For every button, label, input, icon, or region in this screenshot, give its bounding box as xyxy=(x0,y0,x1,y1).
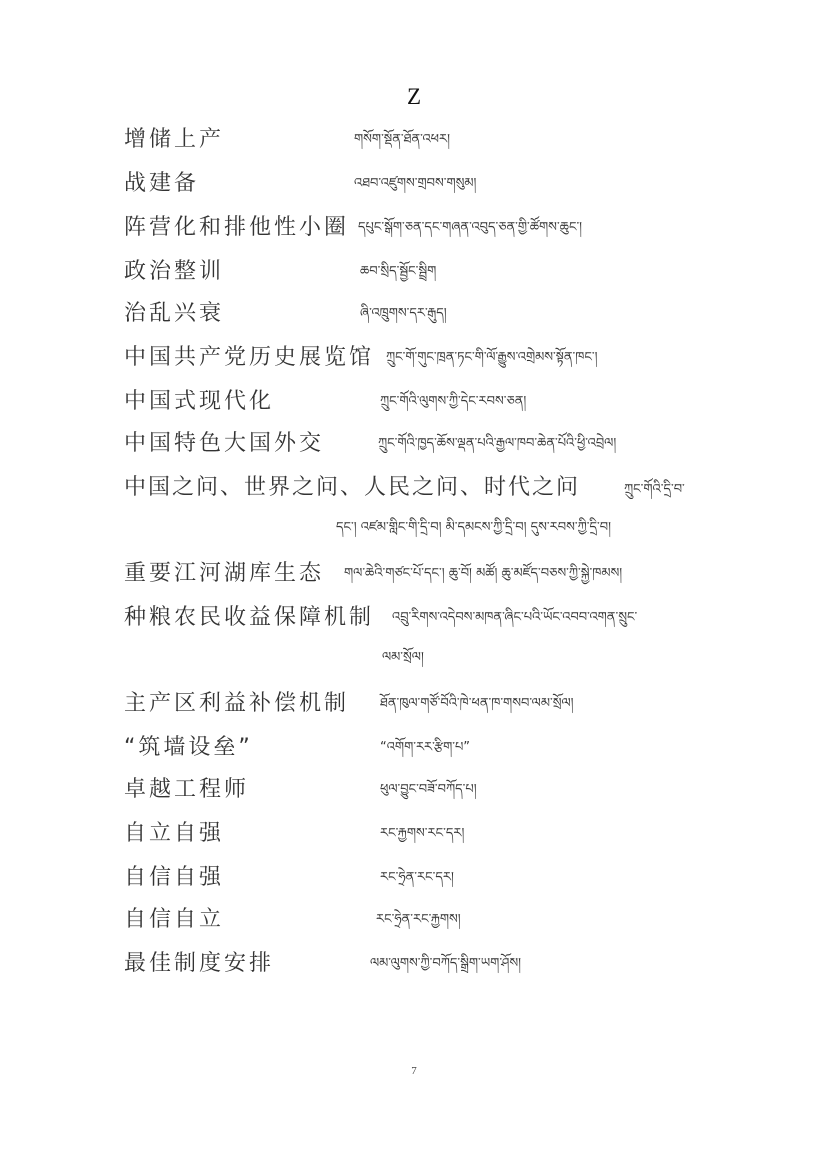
tibetan-translation-continued: ལམ་སྲོལ། xyxy=(382,650,424,665)
tibetan-translation: རང་རྐྱགས་རང་དར། xyxy=(380,826,465,841)
tibetan-translation: ཞི་འཁྲུགས་དར་རྒུད། xyxy=(360,306,447,321)
tibetan-translation: ཀྲུང་གོ་གུང་ཁྲན་ཏང་གི་ལོ་རྒྱུས་འགྲེམས་སྟོན་ཁང་། xyxy=(386,350,598,365)
glossary-entry xyxy=(0,124,828,164)
tibetan-translation: ཀྲུང་གོའི་ལུགས་ཀྱི་དེང་རབས་ཅན། xyxy=(380,394,527,409)
chinese-term: 中国特色大国外交 xyxy=(124,431,325,456)
glossary-entry xyxy=(0,818,828,858)
tibetan-translation: ཕུལ་བྱུང་བཟོ་བཀོད་པ། xyxy=(380,782,477,797)
tibetan-translation-continued: དང་། འཛམ་གླིང་གི་དྲི་བ། མི་དམངས་ཀྱི་དྲི་བ། དུས་རབས་ཀྱི་དྲི་བ། xyxy=(336,520,611,535)
page-number: 7 xyxy=(411,1065,417,1077)
glossary-entry xyxy=(0,602,828,672)
chinese-term: 增储上产 xyxy=(124,127,225,152)
chinese-term: 自信自立 xyxy=(124,907,225,932)
chinese-term: 重要江河湖库生态 xyxy=(124,561,325,586)
tibetan-translation: འཐབ་འཛུགས་གྲབས་གསུམ། xyxy=(354,176,477,191)
chinese-term: 战建备 xyxy=(124,171,200,196)
glossary-entry xyxy=(0,688,828,728)
glossary-entry xyxy=(0,558,828,598)
glossary-entry xyxy=(0,732,828,772)
chinese-term: 自信自强 xyxy=(124,865,225,890)
tibetan-translation: ཆབ་སྲིད་སྦྱོང་སྦྲིག xyxy=(360,264,437,279)
glossary-entry xyxy=(0,774,828,814)
tibetan-translation: གསོག་སྡོན་ཐོན་འཕར། xyxy=(354,132,450,147)
glossary-entry xyxy=(0,862,828,902)
chinese-term: 阵营化和排他性小圈 xyxy=(124,215,350,240)
glossary-entry xyxy=(0,948,828,988)
glossary-entry xyxy=(0,298,828,338)
chinese-term: 治乱兴衰 xyxy=(124,301,225,326)
chinese-term: 中国之问、世界之问、人民之问、时代之问 xyxy=(124,475,581,500)
tibetan-translation: ཀྲུང་གོའི་ཁྱད་ཆོས་ལྡན་པའི་རྒྱལ་ཁབ་ཆེན་པོའི་ཕྱི་འབྲེལ། xyxy=(378,436,617,451)
tibetan-translation: འབྲུ་རིགས་འདེབས་མཁན་ཞིང་པའི་ཡོང་འབབ་འགན་སྲུང་ xyxy=(392,610,638,625)
glossary-entry xyxy=(0,256,828,296)
glossary-entry xyxy=(0,342,828,382)
tibetan-translation: གལ་ཆེའི་གཙང་པོ་དང་། ཆུ་བོ། མཚོ། ཆུ་མཛོད་བཅས་ཀྱི་སྐྱེ་ཁམས། xyxy=(344,566,623,581)
glossary-entry xyxy=(0,386,828,426)
chinese-term: 种粮农民收益保障机制 xyxy=(124,605,375,630)
tibetan-translation: དཔུང་སྒོག་ཅན་དང་གཞན་འབུད་ཅན་གྱི་ཚོགས་ཆུང་། xyxy=(358,220,583,235)
chinese-term: 政治整训 xyxy=(124,259,225,284)
tibetan-translation: རང་ཧྲེན་རང་དར། xyxy=(380,870,454,885)
tibetan-translation: ཀྲུང་གོའི་དྲི་བ་ xyxy=(624,482,685,497)
tibetan-translation: ལམ་ལུགས་ཀྱི་བཀོད་སྒྲིག་ཡག་ཤོས། xyxy=(370,956,522,971)
glossary-entry xyxy=(0,168,828,208)
glossary-entry xyxy=(0,428,828,468)
glossary-entry xyxy=(0,472,828,548)
section-letter: Z xyxy=(406,84,422,109)
chinese-term: 主产区利益补偿机制 xyxy=(124,691,350,716)
chinese-term: “筑墙设垒” xyxy=(124,735,253,760)
chinese-term: 自立自强 xyxy=(124,821,225,846)
glossary-entry xyxy=(0,212,828,252)
chinese-term: 最佳制度安排 xyxy=(124,951,275,976)
chinese-term: 中国式现代化 xyxy=(124,389,275,414)
tibetan-translation: ཐོན་ཁུལ་གཙོ་བོའི་ཁེ་ཕན་ཁ་གསབ་ལམ་སྲོལ། xyxy=(380,696,574,711)
tibetan-translation: རང་ཧྲེན་རང་རྐྱགས། xyxy=(376,912,461,927)
tibetan-translation: “འགོག་རར་རྩིག་པ” xyxy=(380,740,471,755)
chinese-term: 中国共产党历史展览馆 xyxy=(124,345,375,370)
chinese-term: 卓越工程师 xyxy=(124,777,250,802)
glossary-entry xyxy=(0,904,828,944)
